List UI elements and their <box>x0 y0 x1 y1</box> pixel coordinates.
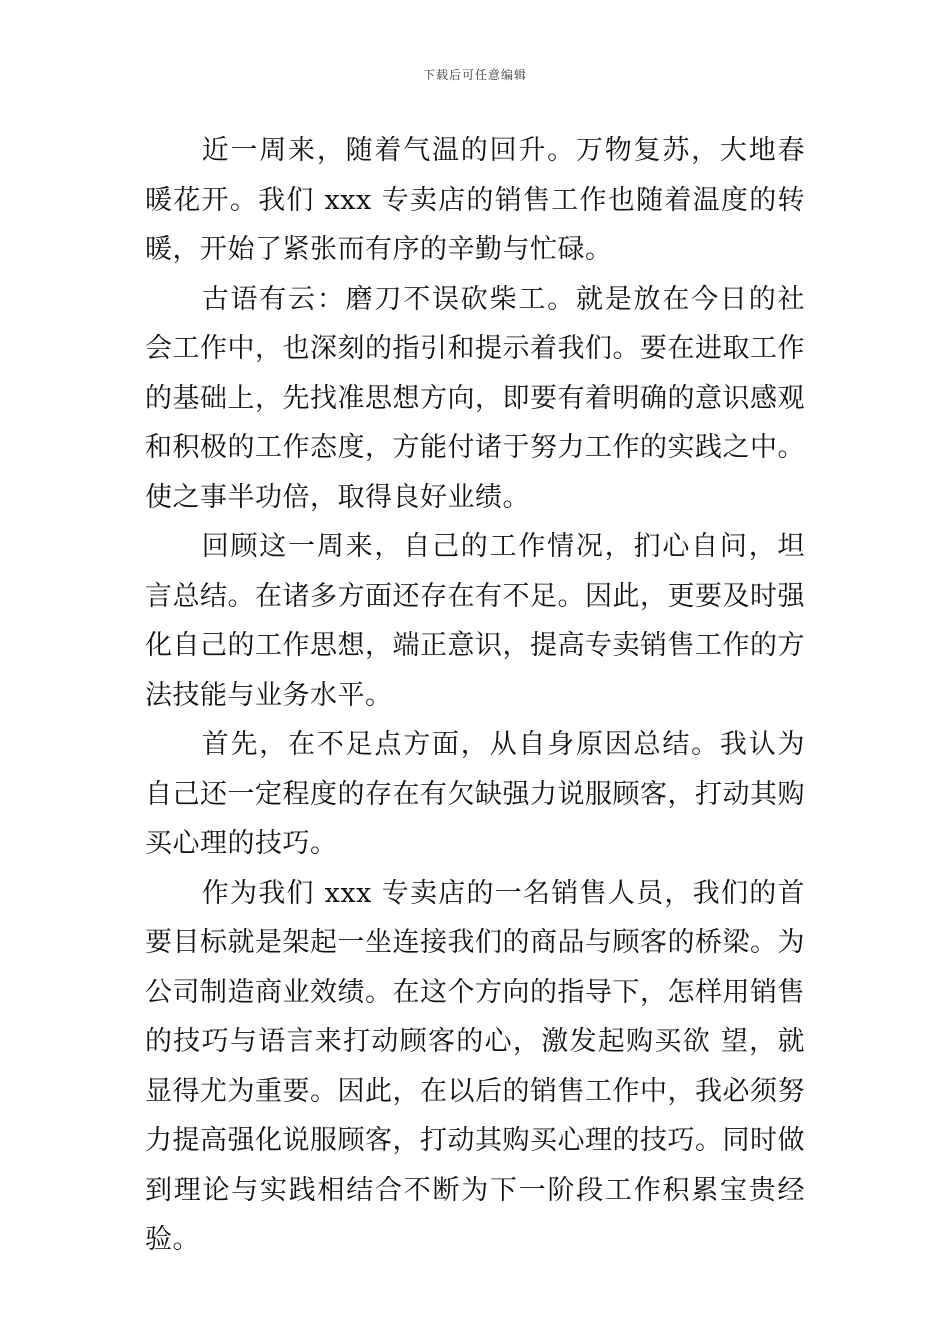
paragraph-5: 作为我们 xxx 专卖店的一名销售人员，我们的首要目标就是架起一坐连接我们的商品与顾客的桥梁。为公司制造商业效绩。在这个方向的指导下，怎样用销售的技巧与语言来打动顾客的心，激发起购买欲 望，就显得尤为重要。因此，在以后的销售工作中，我必须努力提高强化说服顾客，打动其购买心理的技巧。同时做到理论与实践相结合不断为下一阶段工作积累宝贵经验。 <box>145 877 805 1255</box>
document-body <box>145 126 805 1265</box>
header-note: 下载后可任意编辑 <box>422 68 527 82</box>
paragraph-2: 古语有云：磨刀不误砍柴工。就是放在今日的社会工作中，也深刻的指引和提示着我们。要在进取工作的基础上，先找准思想方向，即要有着明确的意识感观和积极的工作态度，方能付诸于努力工作的实践之中。使之事半功倍，取得良好业绩。 <box>145 283 805 513</box>
paragraph-3: 回顾这一周来，自己的工作情况，扪心自问，坦言总结。在诸多方面还存在有不足。因此，更要及时强化自己的工作思想，端正意识，提高专卖销售工作的方法技能与业务水平。 <box>145 531 805 711</box>
paragraph-4: 首先，在不足点方面，从自身原因总结。我认为自己还一定程度的存在有欠缺强力说服顾客，打动其购买心理的技巧。 <box>145 729 805 859</box>
paragraph-1: 近一周来，随着气温的回升。万物复苏，大地春暖花开。我们 xxx 专卖店的销售工作也随着温度的转暖，开始了紧张而有序的辛勤与忙碌。 <box>145 135 805 265</box>
